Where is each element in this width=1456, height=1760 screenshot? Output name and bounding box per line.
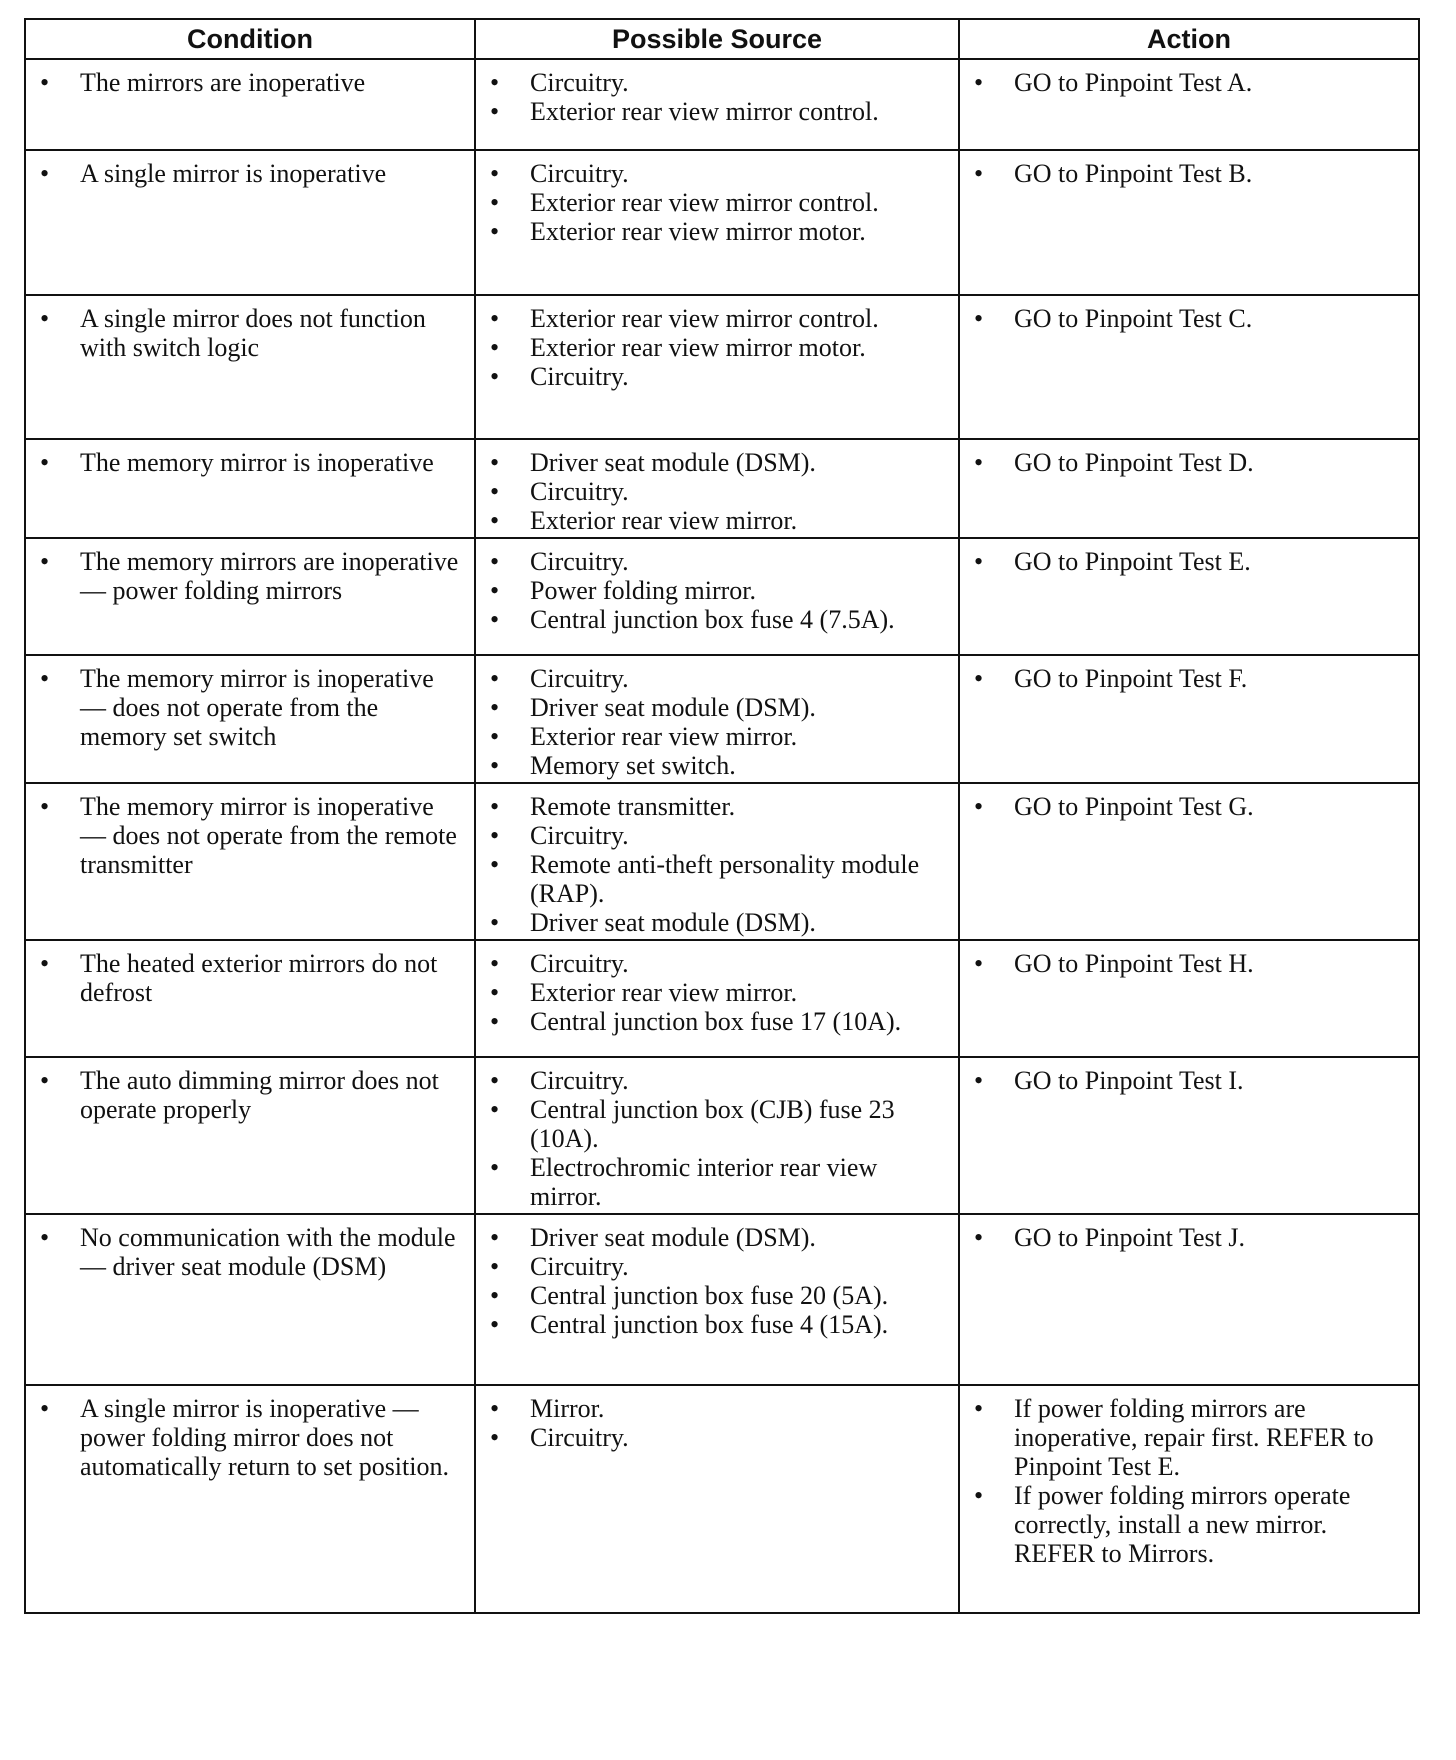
- action-item: [966, 448, 1410, 477]
- bullet-icon: •: [974, 304, 984, 333]
- action-item: [966, 68, 1410, 97]
- source-text: Central junction box fuse 4 (7.5A).: [530, 605, 895, 634]
- condition-item: [32, 1223, 466, 1281]
- source-list: [482, 664, 950, 780]
- source-item: [482, 159, 950, 188]
- source-item: [482, 850, 950, 908]
- bullet-icon: •: [40, 664, 50, 693]
- bullet-icon: •: [40, 949, 50, 978]
- source-item: [482, 547, 950, 576]
- table-body: [25, 59, 1419, 1613]
- bullet-icon: •: [490, 949, 500, 978]
- condition-list: [32, 159, 466, 188]
- source-text: Circuitry.: [530, 1423, 629, 1452]
- condition-text: No communication with the module — driver seat module (DSM): [80, 1223, 456, 1281]
- source-cell: [475, 1214, 959, 1385]
- condition-list: [32, 792, 466, 879]
- condition-text: A single mirror is inoperative — power folding mirror does not automatically return to set position.: [80, 1394, 449, 1481]
- source-text: Central junction box (CJB) fuse 23 (10A).: [530, 1095, 895, 1153]
- condition-text: The memory mirrors are inoperative — power folding mirrors: [80, 547, 459, 605]
- condition-list: [32, 1223, 466, 1281]
- source-item: [482, 693, 950, 722]
- source-list: [482, 1394, 950, 1452]
- source-cell: [475, 59, 959, 150]
- condition-cell: [25, 439, 475, 538]
- source-text: Exterior rear view mirror motor.: [530, 217, 866, 246]
- table-row: [25, 1214, 1419, 1385]
- bullet-icon: •: [40, 547, 50, 576]
- action-cell: [959, 940, 1419, 1057]
- action-text: If power folding mirrors are inoperative, repair first. REFER to Pinpoint Test E.: [1014, 1394, 1374, 1481]
- bullet-icon: •: [490, 448, 500, 477]
- source-text: Circuitry.: [530, 362, 629, 391]
- source-item: [482, 68, 950, 97]
- source-cell: [475, 783, 959, 940]
- bullet-icon: •: [40, 1066, 50, 1095]
- bullet-icon: •: [490, 506, 500, 535]
- source-text: Circuitry.: [530, 821, 629, 850]
- bullet-icon: •: [40, 68, 50, 97]
- condition-cell: [25, 150, 475, 295]
- bullet-icon: •: [974, 949, 984, 978]
- bullet-icon: •: [490, 1394, 500, 1423]
- condition-list: [32, 664, 466, 751]
- action-text: GO to Pinpoint Test H.: [1014, 949, 1254, 978]
- bullet-icon: •: [974, 547, 984, 576]
- action-list: [966, 792, 1410, 821]
- header-row: [25, 19, 1419, 59]
- bullet-icon: •: [40, 159, 50, 188]
- table-row: [25, 538, 1419, 655]
- source-text: Central junction box fuse 20 (5A).: [530, 1281, 889, 1310]
- condition-cell: [25, 783, 475, 940]
- condition-item: [32, 1394, 466, 1481]
- source-item: [482, 1310, 950, 1339]
- source-text: Circuitry.: [530, 949, 629, 978]
- source-list: [482, 304, 950, 391]
- source-text: Exterior rear view mirror.: [530, 978, 798, 1007]
- action-item: [966, 1394, 1410, 1481]
- bullet-icon: •: [490, 1007, 500, 1036]
- condition-list: [32, 1394, 466, 1481]
- source-text: Circuitry.: [530, 1066, 629, 1095]
- action-item: [966, 159, 1410, 188]
- bullet-icon: •: [40, 792, 50, 821]
- source-text: Circuitry.: [530, 664, 629, 693]
- source-cell: [475, 1057, 959, 1214]
- source-text: Exterior rear view mirror motor.: [530, 333, 866, 362]
- source-text: Electrochromic interior rear view mirror.: [530, 1153, 878, 1211]
- source-text: Remote anti-theft personality module (RAP).: [530, 850, 920, 908]
- bullet-icon: •: [490, 97, 500, 126]
- bullet-icon: •: [974, 159, 984, 188]
- action-cell: [959, 655, 1419, 783]
- source-item: [482, 576, 950, 605]
- action-list: [966, 448, 1410, 477]
- source-item: [482, 821, 950, 850]
- bullet-icon: •: [490, 1066, 500, 1095]
- action-list: [966, 949, 1410, 978]
- action-cell: [959, 295, 1419, 439]
- source-text: Exterior rear view mirror.: [530, 506, 798, 535]
- source-item: [482, 792, 950, 821]
- bullet-icon: •: [490, 68, 500, 97]
- bullet-icon: •: [490, 217, 500, 246]
- action-item: [966, 1066, 1410, 1095]
- bullet-icon: •: [490, 159, 500, 188]
- source-item: [482, 1066, 950, 1095]
- source-item: [482, 188, 950, 217]
- source-list: [482, 68, 950, 126]
- source-item: [482, 304, 950, 333]
- source-text: Driver seat module (DSM).: [530, 908, 816, 937]
- action-list: [966, 68, 1410, 97]
- bullet-icon: •: [490, 978, 500, 1007]
- condition-cell: [25, 1057, 475, 1214]
- action-cell: [959, 150, 1419, 295]
- source-item: [482, 751, 950, 780]
- action-list: [966, 159, 1410, 188]
- source-list: [482, 949, 950, 1036]
- source-text: Central junction box fuse 4 (15A).: [530, 1310, 889, 1339]
- bullet-icon: •: [974, 664, 984, 693]
- bullet-icon: •: [490, 1153, 500, 1182]
- bullet-icon: •: [490, 1223, 500, 1252]
- source-text: Exterior rear view mirror.: [530, 722, 798, 751]
- condition-item: [32, 448, 466, 477]
- bullet-icon: •: [490, 1281, 500, 1310]
- bullet-icon: •: [490, 908, 500, 937]
- action-item: [966, 547, 1410, 576]
- source-cell: [475, 655, 959, 783]
- bullet-icon: •: [490, 576, 500, 605]
- action-cell: [959, 59, 1419, 150]
- action-item: [966, 1481, 1410, 1568]
- action-item: [966, 949, 1410, 978]
- condition-text: The auto dimming mirror does not operate properly: [80, 1066, 439, 1124]
- source-item: [482, 1223, 950, 1252]
- action-text: GO to Pinpoint Test E.: [1014, 547, 1251, 576]
- bullet-icon: •: [974, 448, 984, 477]
- action-list: [966, 304, 1410, 333]
- action-list: [966, 1223, 1410, 1252]
- source-item: [482, 477, 950, 506]
- action-cell: [959, 1057, 1419, 1214]
- source-item: [482, 217, 950, 246]
- source-text: Driver seat module (DSM).: [530, 1223, 816, 1252]
- bullet-icon: •: [40, 1394, 50, 1423]
- condition-item: [32, 159, 466, 188]
- condition-item: [32, 949, 466, 1007]
- source-item: [482, 1007, 950, 1036]
- header-action: Action: [959, 19, 1419, 59]
- bullet-icon: •: [974, 1223, 984, 1252]
- condition-cell: [25, 655, 475, 783]
- source-cell: [475, 1385, 959, 1613]
- condition-text: The heated exterior mirrors do not defrost: [80, 949, 438, 1007]
- action-cell: [959, 1214, 1419, 1385]
- bullet-icon: •: [490, 1252, 500, 1281]
- source-text: Circuitry.: [530, 547, 629, 576]
- table-row: [25, 1385, 1419, 1613]
- action-text: GO to Pinpoint Test J.: [1014, 1223, 1246, 1252]
- action-text: GO to Pinpoint Test G.: [1014, 792, 1254, 821]
- header-condition: Condition: [25, 19, 475, 59]
- condition-text: A single mirror is inoperative: [80, 159, 387, 188]
- source-list: [482, 792, 950, 937]
- source-list: [482, 448, 950, 535]
- action-text: If power folding mirrors operate correctly, install a new mirror. REFER to Mirrors.: [1014, 1481, 1351, 1568]
- source-text: Mirror.: [530, 1394, 605, 1423]
- action-text: GO to Pinpoint Test A.: [1014, 68, 1253, 97]
- source-text: Circuitry.: [530, 477, 629, 506]
- condition-cell: [25, 295, 475, 439]
- source-item: [482, 605, 950, 634]
- source-cell: [475, 940, 959, 1057]
- action-text: GO to Pinpoint Test B.: [1014, 159, 1253, 188]
- bullet-icon: •: [490, 188, 500, 217]
- action-text: GO to Pinpoint Test I.: [1014, 1066, 1244, 1095]
- source-cell: [475, 295, 959, 439]
- condition-list: [32, 304, 466, 362]
- bullet-icon: •: [40, 304, 50, 333]
- condition-item: [32, 664, 466, 751]
- source-text: Central junction box fuse 17 (10A).: [530, 1007, 902, 1036]
- bullet-icon: •: [490, 821, 500, 850]
- source-cell: [475, 150, 959, 295]
- action-text: GO to Pinpoint Test F.: [1014, 664, 1248, 693]
- action-item: [966, 664, 1410, 693]
- source-item: [482, 1252, 950, 1281]
- source-item: [482, 1153, 950, 1211]
- source-item: [482, 1095, 950, 1153]
- condition-list: [32, 1066, 466, 1124]
- source-item: [482, 949, 950, 978]
- bullet-icon: •: [490, 1095, 500, 1124]
- action-cell: [959, 439, 1419, 538]
- condition-list: [32, 949, 466, 1007]
- bullet-icon: •: [490, 722, 500, 751]
- diagnosis-table: [24, 18, 1420, 1614]
- condition-cell: [25, 538, 475, 655]
- action-item: [966, 1223, 1410, 1252]
- table-row: [25, 439, 1419, 538]
- source-item: [482, 97, 950, 126]
- bullet-icon: •: [40, 1223, 50, 1252]
- condition-list: [32, 547, 466, 605]
- bullet-icon: •: [490, 547, 500, 576]
- source-item: [482, 978, 950, 1007]
- source-text: Driver seat module (DSM).: [530, 448, 816, 477]
- source-item: [482, 722, 950, 751]
- action-cell: [959, 538, 1419, 655]
- condition-cell: [25, 1385, 475, 1613]
- source-text: Circuitry.: [530, 159, 629, 188]
- condition-text: The mirrors are inoperative: [80, 68, 366, 97]
- table-row: [25, 940, 1419, 1057]
- bullet-icon: •: [490, 850, 500, 879]
- source-item: [482, 1394, 950, 1423]
- action-item: [966, 304, 1410, 333]
- source-text: Exterior rear view mirror control.: [530, 304, 879, 333]
- source-text: Exterior rear view mirror control.: [530, 188, 879, 217]
- condition-item: [32, 68, 466, 97]
- action-text: GO to Pinpoint Test C.: [1014, 304, 1253, 333]
- source-text: Exterior rear view mirror control.: [530, 97, 879, 126]
- source-list: [482, 159, 950, 246]
- action-list: [966, 1394, 1410, 1568]
- action-item: [966, 792, 1410, 821]
- condition-item: [32, 792, 466, 879]
- condition-text: The memory mirror is inoperative: [80, 448, 434, 477]
- action-list: [966, 1066, 1410, 1095]
- condition-cell: [25, 940, 475, 1057]
- bullet-icon: •: [490, 605, 500, 634]
- source-item: [482, 1281, 950, 1310]
- bullet-icon: •: [974, 1394, 984, 1423]
- source-text: Power folding mirror.: [530, 576, 757, 605]
- bullet-icon: •: [490, 751, 500, 780]
- table-row: [25, 295, 1419, 439]
- document-page: [24, 18, 1418, 1614]
- source-item: [482, 362, 950, 391]
- source-item: [482, 908, 950, 937]
- action-cell: [959, 783, 1419, 940]
- source-list: [482, 547, 950, 634]
- bullet-icon: •: [490, 304, 500, 333]
- condition-item: [32, 547, 466, 605]
- source-item: [482, 506, 950, 535]
- bullet-icon: •: [490, 693, 500, 722]
- bullet-icon: •: [490, 1423, 500, 1452]
- condition-item: [32, 304, 466, 362]
- table-row: [25, 150, 1419, 295]
- condition-item: [32, 1066, 466, 1124]
- bullet-icon: •: [40, 448, 50, 477]
- action-text: GO to Pinpoint Test D.: [1014, 448, 1254, 477]
- table-row: [25, 59, 1419, 150]
- source-list: [482, 1066, 950, 1211]
- source-item: [482, 448, 950, 477]
- table-row: [25, 655, 1419, 783]
- source-item: [482, 664, 950, 693]
- source-text: Memory set switch.: [530, 751, 736, 780]
- bullet-icon: •: [490, 477, 500, 506]
- bullet-icon: •: [490, 333, 500, 362]
- bullet-icon: •: [974, 1481, 984, 1510]
- condition-list: [32, 68, 466, 97]
- bullet-icon: •: [974, 792, 984, 821]
- condition-list: [32, 448, 466, 477]
- action-cell: [959, 1385, 1419, 1613]
- source-item: [482, 1423, 950, 1452]
- header-possible-source: Possible Source: [475, 19, 959, 59]
- condition-cell: [25, 59, 475, 150]
- source-cell: [475, 538, 959, 655]
- source-text: Remote transmitter.: [530, 792, 736, 821]
- action-list: [966, 547, 1410, 576]
- condition-text: A single mirror does not function with switch logic: [80, 304, 426, 362]
- bullet-icon: •: [974, 68, 984, 97]
- source-item: [482, 333, 950, 362]
- table-row: [25, 1057, 1419, 1214]
- bullet-icon: •: [490, 362, 500, 391]
- bullet-icon: •: [490, 792, 500, 821]
- bullet-icon: •: [974, 1066, 984, 1095]
- source-list: [482, 1223, 950, 1339]
- source-text: Driver seat module (DSM).: [530, 693, 816, 722]
- bullet-icon: •: [490, 1310, 500, 1339]
- source-text: Circuitry.: [530, 1252, 629, 1281]
- condition-cell: [25, 1214, 475, 1385]
- bullet-icon: •: [490, 664, 500, 693]
- action-list: [966, 664, 1410, 693]
- source-cell: [475, 439, 959, 538]
- source-text: Circuitry.: [530, 68, 629, 97]
- condition-text: The memory mirror is inoperative — does not operate from the remote transmitter: [80, 792, 457, 879]
- table-row: [25, 783, 1419, 940]
- condition-text: The memory mirror is inoperative — does not operate from the memory set switch: [80, 664, 434, 751]
